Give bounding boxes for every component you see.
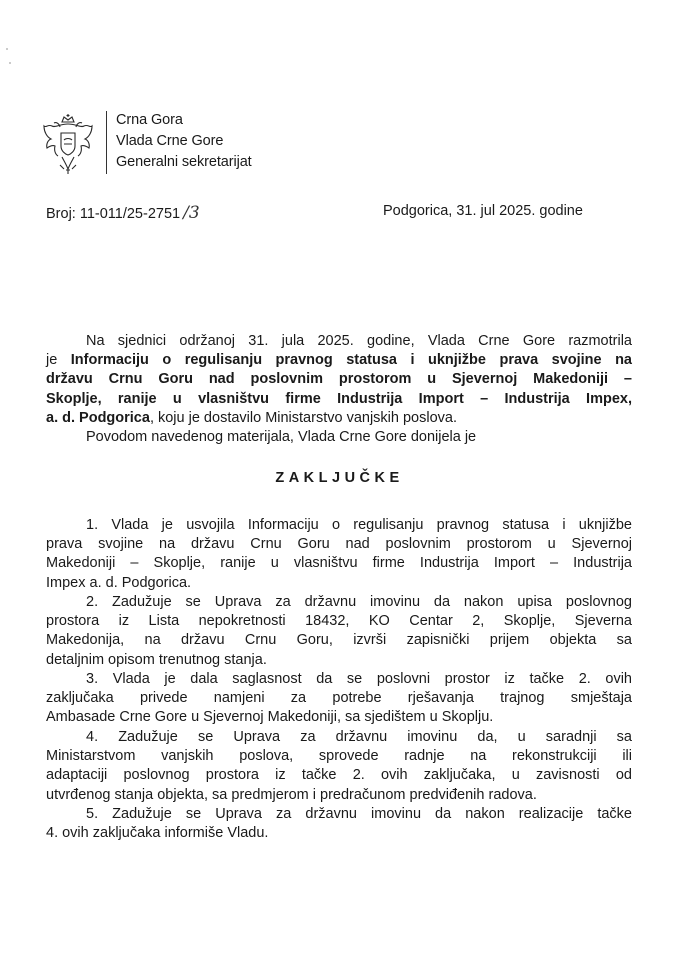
conclusion-line: 2. Zadužuje se Uprava za državnu imovinu da nakon upisa poslovnog: [86, 594, 632, 610]
conclusions-heading: ZAKLJUČKE: [275, 470, 404, 486]
reference-number: [46, 203, 200, 223]
handwritten-suffix: /3: [183, 203, 200, 223]
info-title-line: državu Crnu Goru nad poslovnim prostorom u Sjevernoj Makedoniji –: [46, 371, 632, 388]
government-name: Vlada Crne Gore: [116, 133, 224, 149]
conclusion-4: [46, 728, 632, 805]
conclusion-line: 4. Zadužuje se Uprava za državnu imovinu da, u saradnji sa: [86, 729, 632, 745]
coat-of-arms-icon: [40, 113, 96, 175]
country-name: Crna Gora: [116, 112, 183, 128]
conclusion-line: 4. ovih zaključaka informiše Vladu.: [46, 825, 269, 842]
conclusion-line: 5. Zadužuje se Uprava za državnu imovinu da nakon realizacije tačke: [86, 806, 632, 822]
intro-line: [46, 351, 632, 370]
info-title-part: Informaciju o regulisanju pravnog statusa i uknjižbe prava svojine na: [70, 352, 632, 369]
intro-line: Na sjednici održanoj 31. jula 2025. godine, Vlada Crne Gore razmotrila: [86, 333, 632, 349]
secretariat-name: Generalni sekretarijat: [116, 154, 252, 170]
institution-block: [116, 110, 252, 173]
conclusion-line: prava svojine na državu Crnu Goru nad poslovnim prostorom u Sjevernoj: [46, 536, 632, 553]
scan-speck: [9, 62, 11, 64]
conclusion-3: [46, 670, 632, 728]
conclusion-line: adaptaciji poslovnog prostora iz tačke 2. ovih zaključaka, u zavisnosti od: [46, 767, 632, 784]
conclusion-2: [46, 593, 632, 670]
conclusion-line: prostora iz Lista nepokretnosti 18432, KO Centar 2, Skoplje, Sjeverna: [46, 613, 632, 630]
intro-text: , koju je dostavilo Ministarstvo vanjskih poslova.: [149, 409, 457, 426]
document-date: Podgorica, 31. jul 2025. godine: [383, 203, 583, 219]
header-divider: [106, 111, 107, 174]
intro-line: Povodom navedenog materijala, Vlada Crne Gore donijela je: [86, 429, 477, 446]
info-title-line: Skoplje, ranije u vlasništvu firme Industrija Import – Industrija Impex,: [46, 390, 632, 407]
intro-line: [46, 409, 632, 428]
intro-paragraph: [46, 332, 632, 447]
reference-number-text: Broj: 11-011/25-2751: [46, 206, 181, 222]
conclusion-line: 1. Vlada je usvojila Informaciju o regulisanju pravnog statusa i uknjižbe: [86, 517, 632, 533]
conclusion-line: utvrđenog stanja objekta, sa predmjerom i predračunom predviđenih radova.: [46, 786, 537, 803]
info-title-part: a. d. Podgorica: [46, 409, 150, 426]
conclusion-1: [46, 516, 632, 593]
conclusion-line: zaključaka privede namjeni za potrebe rješavanja trajnog smještaja: [46, 690, 632, 707]
conclusion-line: detaljnim opisom trenutnog stanja.: [46, 651, 267, 668]
conclusion-line: Ambasade Crne Gore u Sjevernoj Makedoniji, sa sjedištem u Skoplju.: [46, 709, 494, 726]
conclusion-line: Makedoniji – Skoplje, ranije u vlasništvu firme Industrija Import – Industrija: [46, 555, 632, 572]
conclusion-5: [46, 805, 632, 843]
conclusion-line: 3. Vlada je dala saglasnost da se poslovni prostor iz tačke 2. ovih: [86, 671, 632, 687]
scan-speck: [6, 48, 8, 50]
intro-text: je: [46, 352, 71, 369]
conclusion-line: Impex a. d. Podgorica.: [46, 574, 192, 591]
conclusion-line: Makedonija, na državu Crnu Goru, izvrši zapisnički prijem objekta sa: [46, 632, 632, 649]
conclusion-line: Ministarstvom vanjskih poslova, sprovede radnje na rekonstrukciji ili: [46, 748, 632, 765]
